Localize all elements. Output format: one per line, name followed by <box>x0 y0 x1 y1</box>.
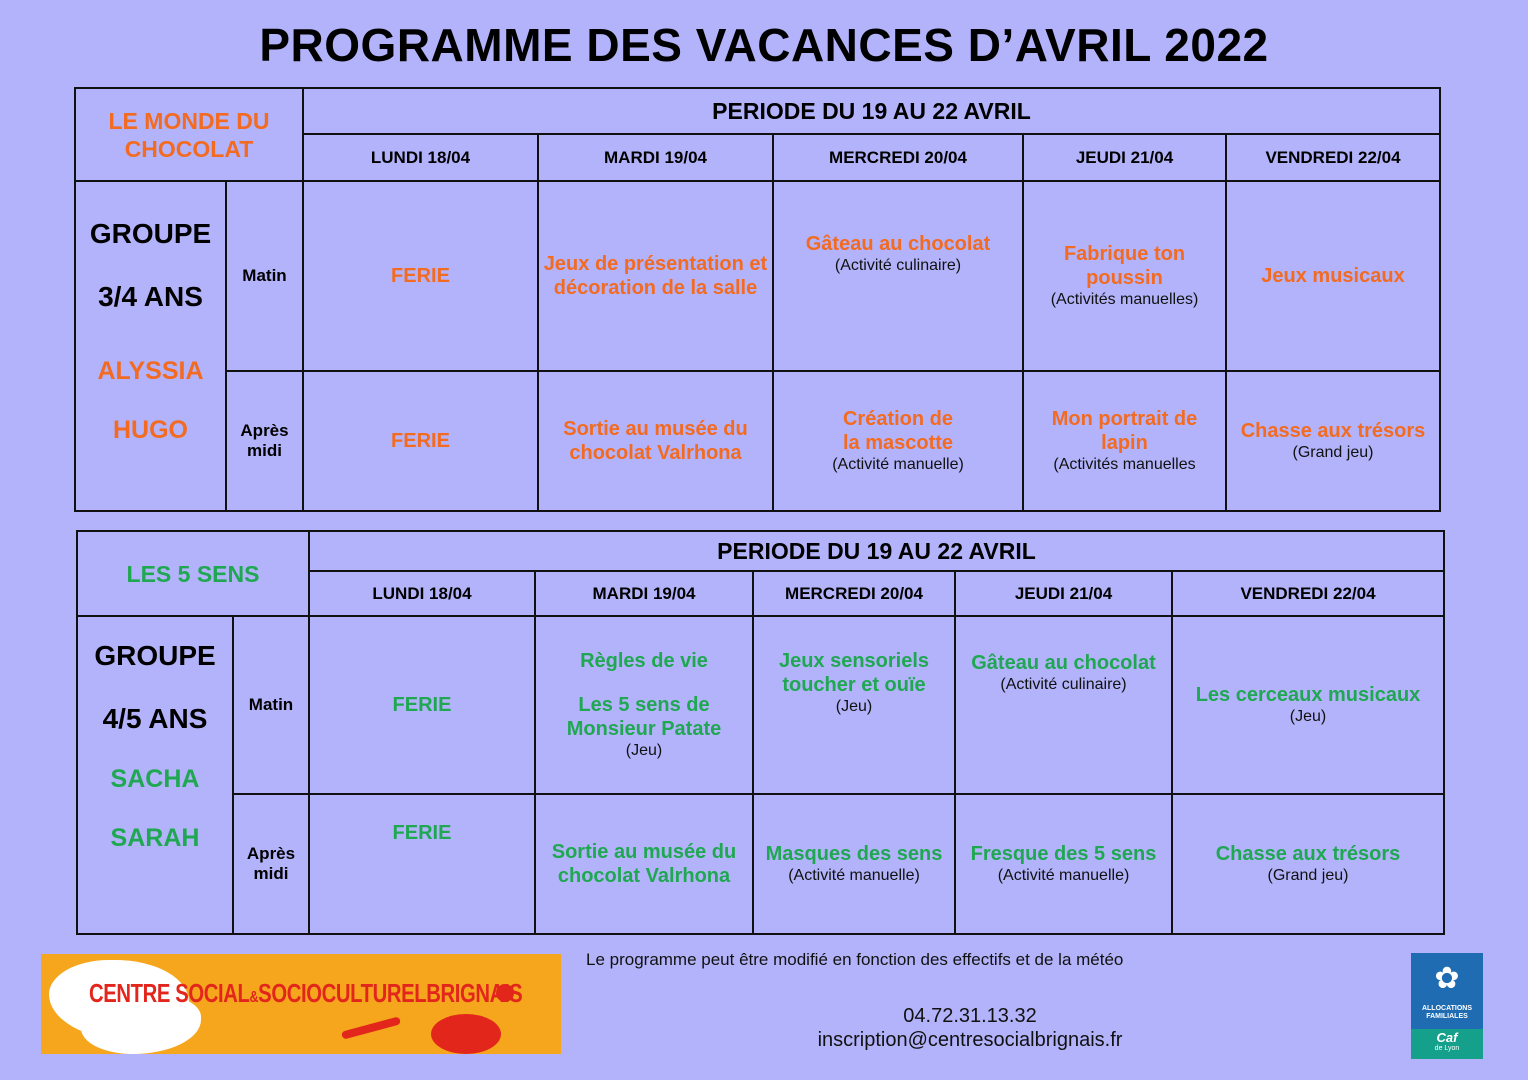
activity-type: (Jeu) <box>835 698 873 715</box>
theme-cell <box>75 88 303 181</box>
activity-title: Gâteau au chocolat <box>805 233 991 255</box>
activity-type: (Activité culinaire) <box>1000 676 1127 693</box>
day-header-monday: LUNDI 18/04 <box>303 134 538 181</box>
disclaimer-note: Le programme peut être modifié en fonction des effectifs et de la météo <box>586 950 1124 969</box>
day-header-tuesday: MARDI 19/04 <box>538 134 773 181</box>
animator-name: ALYSSIA <box>97 357 204 385</box>
logo-text: CENTRE SOCIAL&SOCIOCULTURELBRIGNAIS <box>89 978 523 1008</box>
day-header-tuesday: MARDI 19/04 <box>535 571 753 616</box>
activity-cell <box>1023 181 1226 371</box>
activity-title: FERIE <box>392 822 452 844</box>
slot-afternoon-line2: midi <box>247 441 282 460</box>
activity-title: Règles de vie <box>580 650 708 672</box>
activity-cell <box>955 794 1172 934</box>
activity-type: (Grand jeu) <box>1292 444 1374 461</box>
activity-cell <box>1226 181 1440 371</box>
theme-line1: LES 5 SENS <box>126 560 260 587</box>
paint-splash <box>341 1016 401 1039</box>
activity-type: (Jeu) <box>625 742 663 759</box>
caf-logo <box>1411 953 1483 1059</box>
activity-title: Gâteau au chocolat <box>971 652 1156 674</box>
day-header-monday: LUNDI 18/04 <box>309 571 535 616</box>
activity-title: FERIE <box>391 265 450 287</box>
activity-cell <box>773 371 1023 511</box>
period-header: PERIODE DU 19 AU 22 AVRIL <box>303 88 1440 134</box>
day-header-friday: VENDREDI 22/04 <box>1172 571 1444 616</box>
group-age: 4/5 ANS <box>102 703 208 734</box>
caf-label: ALLOCATIONS FAMILIALES <box>1421 1005 1473 1020</box>
animator-name: SARAH <box>110 824 200 852</box>
schedule-table-5-sens <box>76 530 1445 935</box>
group-label: GROUPE <box>89 218 212 249</box>
activity-title: Jeux musicaux <box>1261 265 1405 287</box>
activity-title: FERIE <box>391 430 450 452</box>
day-header-friday: VENDREDI 22/04 <box>1226 134 1440 181</box>
activity-title: Création de <box>842 408 954 430</box>
activity-cell <box>538 371 773 511</box>
slot-morning: Matin <box>233 616 309 794</box>
day-header-wednesday: MERCREDI 20/04 <box>773 134 1023 181</box>
activity-type: (Activité manuelle) <box>997 867 1130 884</box>
period-header: PERIODE DU 19 AU 22 AVRIL <box>309 531 1444 571</box>
activity-title: Fresque des 5 sens <box>970 843 1157 865</box>
activity-title: Chasse aux trésors <box>1215 843 1401 865</box>
activity-cell <box>955 616 1172 794</box>
theme-cell <box>77 531 309 616</box>
contact-info <box>770 1004 1170 1052</box>
activity-type: (Jeu) <box>1289 708 1327 725</box>
slot-morning: Matin <box>226 181 303 371</box>
centre-social-logo <box>41 954 561 1054</box>
theme-line2: CHOCOLAT <box>124 135 254 162</box>
activity-cell <box>1023 371 1226 511</box>
activity-title: Sortie au musée du chocolat Valrhona <box>563 418 748 464</box>
slot-afternoon-line2: midi <box>253 864 289 883</box>
activity-title: Jeux de présentation et décoration de la salle <box>543 253 768 299</box>
activity-cell <box>538 181 773 371</box>
activity-type: (Activités manuelles) <box>1050 291 1199 308</box>
activity-cell <box>309 616 535 794</box>
theme-line1: LE MONDE DU <box>108 107 270 134</box>
activity-title: Masques des sens <box>765 843 943 865</box>
activity-cell <box>1172 616 1444 794</box>
paint-splash <box>431 1014 501 1054</box>
activity-cell <box>535 616 753 794</box>
activity-cell <box>303 371 538 511</box>
activity-title: Fabrique ton poussin <box>1063 243 1186 289</box>
activity-cell <box>309 794 535 934</box>
group-label: GROUPE <box>94 640 216 671</box>
group-info-cell <box>77 616 233 934</box>
slot-afternoon <box>233 794 309 934</box>
slot-afternoon <box>226 371 303 511</box>
animator-name: SACHA <box>110 765 200 793</box>
activity-cell <box>753 794 955 934</box>
activity-title: la mascotte <box>842 432 954 454</box>
schedule-table-chocolat <box>74 87 1441 512</box>
family-emblem-icon: ✿ <box>1434 962 1460 995</box>
day-header-thursday: JEUDI 21/04 <box>1023 134 1226 181</box>
email-address: inscription@centresocialbrignais.fr <box>817 1029 1123 1051</box>
phone-number: 04.72.31.13.32 <box>903 1005 1037 1027</box>
activity-type: (Activité manuelle) <box>832 456 964 473</box>
activity-title: Jeux sensoriels toucher et ouïe <box>778 650 930 696</box>
group-age: 3/4 ANS <box>98 281 203 312</box>
activity-title: Les cerceaux musicaux <box>1195 684 1421 706</box>
slot-afternoon-line1: Après <box>240 421 289 440</box>
spacer <box>540 673 748 693</box>
activity-type: (Activité manuelle) <box>788 867 920 884</box>
activity-cell <box>753 616 955 794</box>
activity-title: Mon portrait de lapin <box>1051 408 1198 454</box>
activity-cell <box>535 794 753 934</box>
activity-title: Les 5 sens de Monsieur Patate <box>566 694 722 740</box>
activity-cell <box>1226 371 1440 511</box>
activity-title: Sortie au musée du chocolat Valrhona <box>551 841 737 887</box>
day-header-wednesday: MERCREDI 20/04 <box>753 571 955 616</box>
slot-afternoon-line1: Après <box>246 844 296 863</box>
activity-cell <box>773 181 1023 371</box>
activity-type: (Activité culinaire) <box>834 257 962 274</box>
group-info-cell <box>75 181 226 511</box>
activity-cell <box>1172 794 1444 934</box>
caf-name-band: Caf de Lyon <box>1411 1029 1483 1059</box>
animator-name: HUGO <box>113 416 188 444</box>
activity-title: FERIE <box>392 694 452 716</box>
activity-type: (Grand jeu) <box>1267 867 1349 884</box>
activity-cell <box>303 181 538 371</box>
activity-title: Chasse aux trésors <box>1240 420 1426 442</box>
page-title: PROGRAMME DES VACANCES D’AVRIL 2022 <box>259 19 1269 71</box>
day-header-thursday: JEUDI 21/04 <box>955 571 1172 616</box>
activity-type: (Activités manuelles <box>1053 456 1196 473</box>
